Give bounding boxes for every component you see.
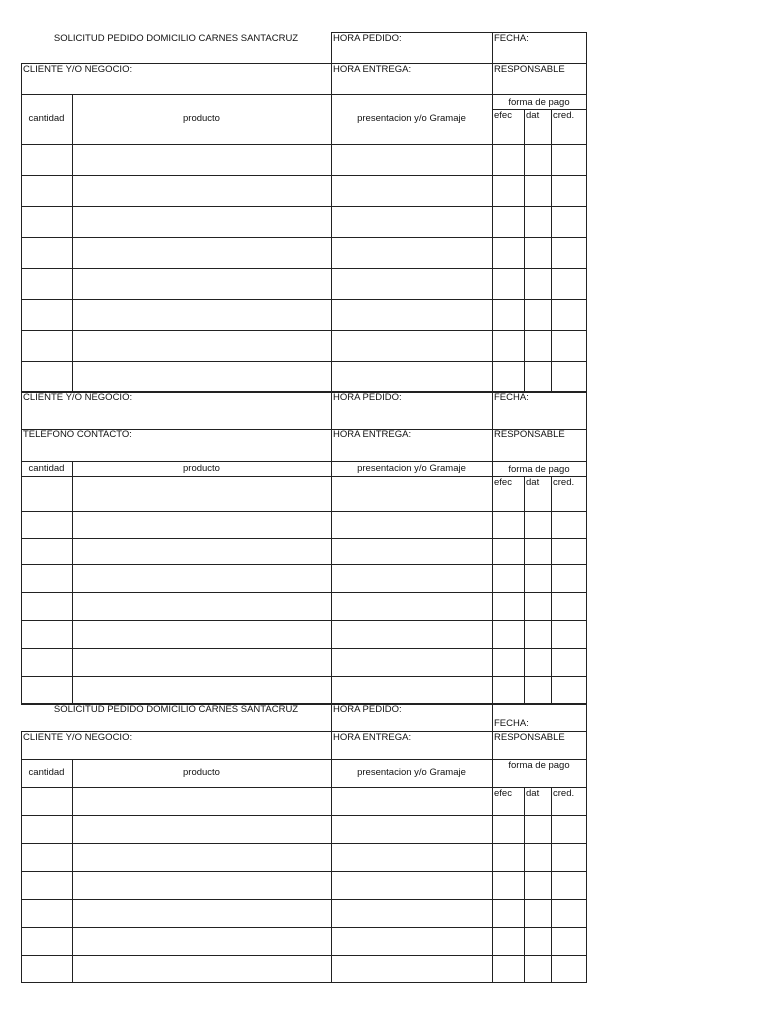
grid-line-horizontal <box>21 899 587 900</box>
grid-line-vertical <box>586 32 587 393</box>
grid-line-vertical <box>586 392 587 703</box>
grid-line-horizontal <box>21 815 587 816</box>
grid-line-vertical <box>492 704 493 983</box>
dat-header: dat <box>526 788 540 799</box>
responsable-label: RESPONSABLE <box>494 732 565 743</box>
producto-header: producto <box>183 113 220 124</box>
grid-line-horizontal <box>21 361 587 362</box>
grid-line-horizontal <box>21 268 587 269</box>
responsable-label: RESPONSABLE <box>494 429 565 440</box>
grid-line-horizontal <box>21 927 587 928</box>
cred-header: cred. <box>553 477 575 488</box>
grid-line-vertical <box>524 109 525 393</box>
grid-line-vertical <box>551 109 552 393</box>
fecha-label: FECHA: <box>494 718 529 729</box>
responsable-label: RESPONSABLE <box>494 64 565 75</box>
grid-line-horizontal <box>21 461 587 462</box>
grid-line-horizontal <box>21 144 587 145</box>
grid-line-horizontal <box>21 871 587 872</box>
efec-header: efec <box>494 477 512 488</box>
hora-pedido-label: HORA PEDIDO: <box>333 392 402 403</box>
efec-header: efec <box>494 110 512 121</box>
grid-line-horizontal <box>21 592 587 593</box>
forma-de-pago-header: forma de pago <box>508 97 570 108</box>
cantidad-header: cantidad <box>28 767 65 778</box>
producto-header: producto <box>183 767 220 778</box>
forma-de-pago-header: forma de pago <box>508 760 570 771</box>
grid-line-horizontal <box>21 982 587 983</box>
presentacion-header: presentacion y/o Gramaje <box>357 113 466 124</box>
fecha-label: FECHA: <box>494 33 529 44</box>
grid-line-horizontal <box>21 299 587 300</box>
grid-line-vertical <box>72 461 73 703</box>
forma-de-pago-header: forma de pago <box>508 464 570 475</box>
hora-entrega-label: HORA ENTREGA: <box>333 429 412 440</box>
grid-line-vertical <box>551 476 552 703</box>
cred-header: cred. <box>553 788 575 799</box>
grid-line-vertical <box>331 32 332 393</box>
grid-line-vertical <box>21 392 22 703</box>
hora-entrega-label: HORA ENTREGA: <box>333 732 412 743</box>
grid-line-horizontal <box>21 94 587 95</box>
producto-header: producto <box>183 463 220 474</box>
grid-line-vertical <box>551 787 552 983</box>
hora-pedido-label: HORA PEDIDO: <box>333 704 402 715</box>
grid-line-horizontal <box>21 175 587 176</box>
grid-line-horizontal <box>21 620 587 621</box>
cantidad-header: cantidad <box>28 463 65 474</box>
grid-line-horizontal <box>21 843 587 844</box>
grid-line-horizontal <box>21 648 587 649</box>
grid-line-vertical <box>524 787 525 983</box>
grid-line-horizontal <box>21 676 587 677</box>
grid-line-horizontal <box>21 237 587 238</box>
hora-entrega-label: HORA ENTREGA: <box>333 64 412 75</box>
presentacion-header: presentacion y/o Gramaje <box>357 463 466 474</box>
grid-line-vertical <box>331 704 332 983</box>
dat-header: dat <box>526 477 540 488</box>
grid-line-vertical <box>331 392 332 703</box>
grid-line-vertical <box>492 392 493 703</box>
telefono-label: TELEFONO CONTACTO: <box>23 429 132 440</box>
cantidad-header: cantidad <box>28 113 65 124</box>
cliente-label: CLIENTE Y/O NEGOCIO: <box>23 732 133 743</box>
cliente-label: CLIENTE Y/O NEGOCIO: <box>23 392 133 403</box>
form-title: SOLICITUD PEDIDO DOMICILIO CARNES SANTACRUZ <box>53 704 299 715</box>
grid-line-horizontal <box>21 511 587 512</box>
grid-line-vertical <box>72 94 73 393</box>
hora-pedido-label: HORA PEDIDO: <box>333 33 402 44</box>
presentacion-header: presentacion y/o Gramaje <box>357 767 466 778</box>
efec-header: efec <box>494 788 512 799</box>
grid-line-horizontal <box>21 330 587 331</box>
fecha-label: FECHA: <box>494 392 529 403</box>
grid-line-vertical <box>72 759 73 983</box>
grid-line-vertical <box>586 704 587 983</box>
form-title: SOLICITUD PEDIDO DOMICILIO CARNES SANTACRUZ <box>53 33 299 44</box>
cred-header: cred. <box>553 110 575 121</box>
grid-line-vertical <box>524 476 525 703</box>
cliente-label: CLIENTE Y/O NEGOCIO: <box>23 64 133 75</box>
dat-header: dat <box>526 110 540 121</box>
grid-line-horizontal <box>21 955 587 956</box>
grid-line-horizontal <box>21 206 587 207</box>
grid-line-horizontal <box>21 538 587 539</box>
grid-line-vertical <box>492 32 493 393</box>
grid-line-horizontal <box>21 564 587 565</box>
